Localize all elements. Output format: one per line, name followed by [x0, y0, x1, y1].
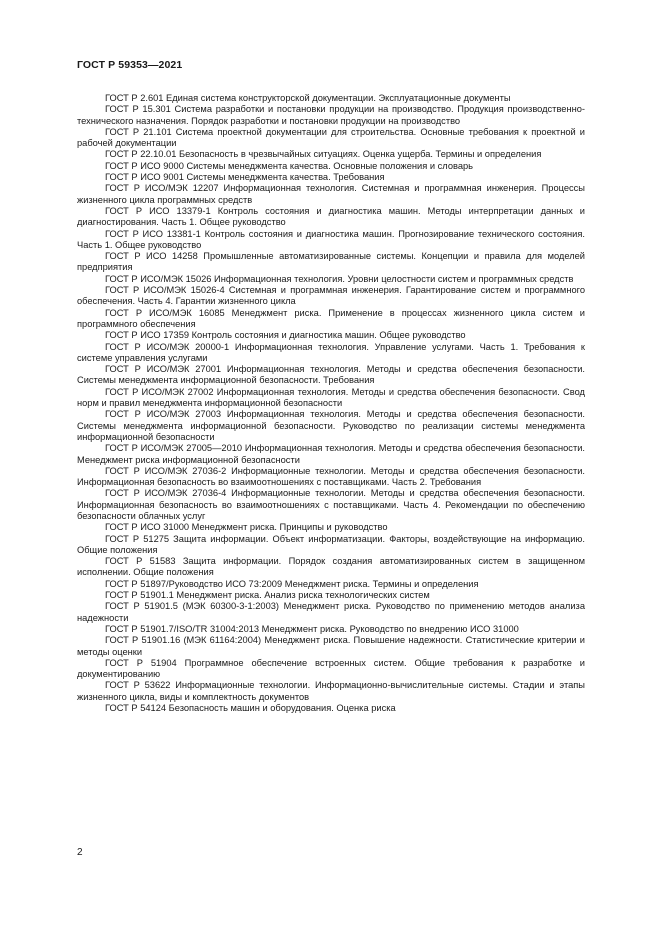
reference-item: ГОСТ Р ИСО 9001 Системы менеджмента качества. Требования: [105, 172, 385, 183]
reference-item: ГОСТ Р ИСО/МЭК 20000-1 Информационная технология. Управление услугами. Часть 1. Требования к системе управления услугами: [77, 341, 585, 363]
reference-item: ГОСТ Р ИСО/МЭК 27036-4 Информационные технологии. Методы и средства обеспечения безопасности. Информационная безопасность во взаимоотношениях с поставщиками. Часть 4. Рекомендации по обеспечению безопасности облачных услуг: [77, 488, 585, 521]
reference-item: ГОСТ Р 15.301 Система разработки и постановки продукции на производство. Продукция производственно-технического назначения. Порядок разработки и постановки продукции на производство: [77, 104, 585, 126]
reference-item: ГОСТ Р 22.10.01 Безопасность в чрезвычайных ситуациях. Оценка ущерба. Термины и определения: [105, 149, 542, 160]
reference-item: ГОСТ Р ИСО/МЭК 15026 Информационная технология. Уровни целостности систем и программных средств: [105, 273, 574, 284]
page-header-title: ГОСТ Р 59353—2021: [77, 59, 183, 71]
reference-item: ГОСТ Р ИСО/МЭК 27005—2010 Информационная технология. Методы и средства обеспечения безопасности. Менеджмент риска информационной безопасности: [77, 443, 585, 465]
reference-item: ГОСТ Р ИСО/МЭК 27002 Информационная технология. Методы и средства обеспечения безопасности. Свод норм и правил менеджмента информационной безопасности: [77, 386, 585, 409]
reference-item: ГОСТ Р ИСО 17359 Контроль состояния и диагностика машин. Общее руководство: [105, 330, 466, 341]
reference-item: ГОСТ Р 51901.7/ISO/TR 31004:2013 Менеджмент риска. Руководство по внедрению ИСО 31000: [105, 623, 519, 634]
reference-item: ГОСТ Р 51901.5 (МЭК 60300-3-1:2003) Менеджмент риска. Руководство по применению методов анализа надежности: [77, 601, 585, 623]
reference-item: ГОСТ Р 51904 Программное обеспечение встроенных систем. Общие требования к разработке и документированию: [77, 657, 585, 680]
reference-item: ГОСТ Р 2.601 Единая система конструкторской документации. Эксплуатационные документы: [105, 93, 511, 103]
reference-item: ГОСТ Р 53622 Информационные технологии. Информационно-вычислительные системы. Стадии и этапы жизненного цикла, виды и комплектность документов: [77, 680, 585, 702]
reference-item: ГОСТ Р ИСО 9000 Системы менеджмента качества. Основные положения и словарь: [105, 160, 474, 171]
reference-item: ГОСТ Р ИСО/МЭК 27003 Информационная технология. Методы и средства обеспечения безопасности. Системы менеджмента информационной безопасности. Руководство по реализации системы менеджмента информационной безопасности: [77, 409, 585, 442]
reference-item: ГОСТ Р ИСО/МЭК 27036-2 Информационные технологии. Методы и средства обеспечения безопасности. Информационная безопасность во взаимоотношениях с поставщиками. Часть 2. Требования: [77, 465, 585, 488]
reference-item: ГОСТ Р 51583 Защита информации. Порядок создания автоматизированных систем в защищенном исполнении. Общие положения: [77, 556, 585, 578]
reference-item: ГОСТ Р 21.101 Система проектной документации для строительства. Основные требования к проектной и рабочей документации: [77, 126, 585, 149]
reference-item: ГОСТ Р ИСО/МЭК 12207 Информационная технология. Системная и программная инженерия. Процессы жизненного цикла программных средств: [77, 183, 585, 205]
reference-item: ГОСТ Р 51901.16 (МЭК 61164:2004) Менеджмент риска. Повышение надежности. Статистические критерии и методы оценки: [77, 635, 585, 657]
reference-item: ГОСТ Р ИСО 31000 Менеджмент риска. Принципы и руководство: [105, 522, 388, 533]
page-number: 2: [77, 847, 83, 858]
reference-item: ГОСТ Р ИСО/МЭК 16085 Менеджмент риска. Применение в процессах жизненного цикла систем и программного обеспечения: [77, 307, 585, 329]
reference-item: ГОСТ Р ИСО 14258 Промышленные автоматизированные системы. Концепции и правила для моделей предприятия: [77, 251, 585, 273]
normative-references-list: [77, 93, 585, 714]
reference-item: ГОСТ Р ИСО/МЭК 15026-4 Системная и программная инженерия. Гарантирование систем и программного обеспечения. Часть 4. Гарантии жизненного цикла: [77, 285, 585, 307]
reference-item: ГОСТ Р 51897/Руководство ИСО 73:2009 Менеджмент риска. Термины и определения: [105, 578, 479, 589]
reference-item: ГОСТ Р ИСО 13381-1 Контроль состояния и диагностика машин. Прогнозирование технического состояния. Часть 1. Общее руководство: [77, 228, 585, 250]
reference-item: ГОСТ Р ИСО/МЭК 27001 Информационная технология. Методы и средства обеспечения безопасности. Системы менеджмента информационной безопасности. Требования: [77, 364, 585, 386]
reference-item: ГОСТ Р 51275 Защита информации. Объект информатизации. Факторы, воздействующие на информацию. Общие положения: [77, 533, 585, 555]
reference-item: ГОСТ Р ИСО 13379-1 Контроль состояния и диагностика машин. Методы интерпретации данных и диагностирования. Часть 1. Общее руководство: [77, 205, 585, 228]
reference-item: ГОСТ Р 51901.1 Менеджмент риска. Анализ риска технологических систем: [105, 590, 430, 601]
reference-item: ГОСТ Р 54124 Безопасность машин и оборудования. Оценка риска: [105, 703, 396, 714]
